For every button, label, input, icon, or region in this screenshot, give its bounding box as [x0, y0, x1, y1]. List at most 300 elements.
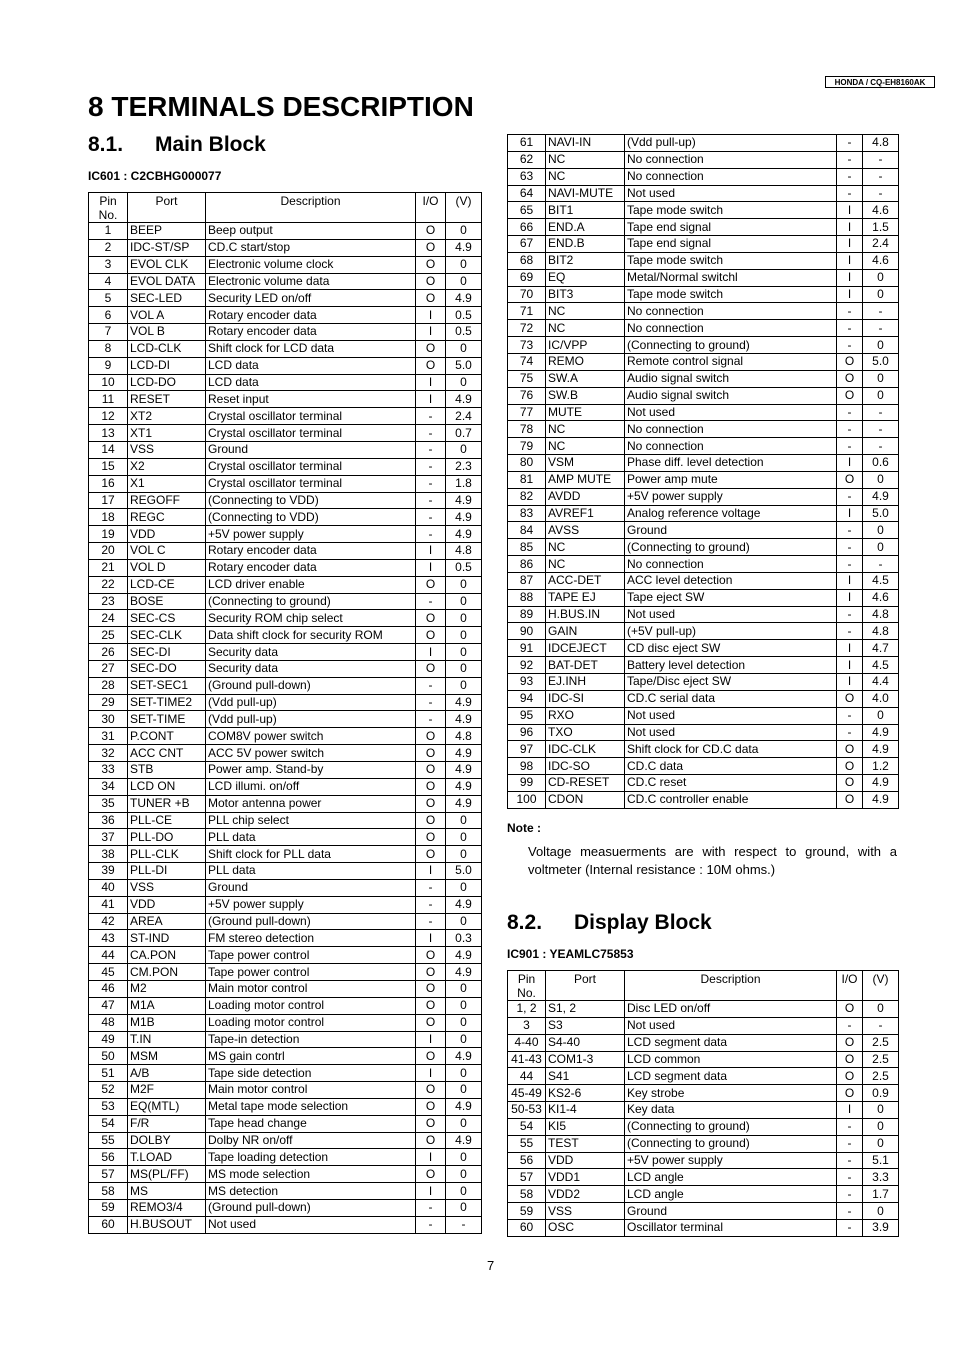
description: Security ROM chip select — [206, 610, 416, 627]
description: Audio signal switch — [625, 387, 837, 404]
pin-number: 64 — [508, 185, 546, 202]
port-name: AVSS — [546, 522, 625, 539]
pin-number: 85 — [508, 539, 546, 556]
pin-number: 60 — [508, 1219, 546, 1236]
voltage: 4.9 — [446, 778, 482, 795]
table-row — [508, 505, 899, 522]
port-name: ACC-DET — [546, 572, 625, 589]
pin-number: 53 — [89, 1098, 128, 1115]
port-name: IC/VPP — [546, 337, 625, 354]
port-name: VSS — [128, 879, 206, 896]
io-type: O — [416, 762, 446, 779]
port-name: BEEP — [128, 223, 206, 240]
pin-number: 1, 2 — [508, 1001, 546, 1018]
port-name: M1B — [128, 1014, 206, 1031]
pin-number: 24 — [89, 610, 128, 627]
port-name: VOL A — [128, 307, 206, 324]
pin-number: 57 — [508, 1169, 546, 1186]
voltage: - — [863, 404, 899, 421]
port-name: NC — [546, 539, 625, 556]
pin-number: 59 — [508, 1203, 546, 1220]
voltage: 0 — [863, 471, 899, 488]
voltage: 1.2 — [863, 758, 899, 775]
pin-number: 33 — [89, 762, 128, 779]
io-type: I — [416, 1065, 446, 1082]
port-name: EJ.INH — [546, 674, 625, 691]
description: Electronic volume clock — [206, 256, 416, 273]
io-type: I — [837, 505, 863, 522]
pin-number: 76 — [508, 387, 546, 404]
table-row — [89, 677, 482, 694]
table-row — [89, 1098, 482, 1115]
port-name: EQ(MTL) — [128, 1098, 206, 1115]
description: Tape head change — [206, 1115, 416, 1132]
description: Not used — [625, 724, 837, 741]
io-type: O — [416, 610, 446, 627]
voltage: 0 — [446, 223, 482, 240]
voltage: 0 — [446, 1166, 482, 1183]
description: LCD driver enable — [206, 576, 416, 593]
port-name: COM1-3 — [546, 1051, 625, 1068]
table-row — [89, 660, 482, 677]
table-row — [508, 623, 899, 640]
voltage: 0.6 — [863, 455, 899, 472]
io-type: O — [837, 690, 863, 707]
pin-number: 21 — [89, 559, 128, 576]
description: (Vdd pull-up) — [625, 135, 837, 152]
voltage: - — [863, 303, 899, 320]
table-row — [89, 458, 482, 475]
voltage: 0 — [446, 627, 482, 644]
voltage: 0 — [863, 387, 899, 404]
table-row — [89, 812, 482, 829]
port-name: LCD-CE — [128, 576, 206, 593]
port-name: SEC-LED — [128, 290, 206, 307]
port-name: BOSE — [128, 593, 206, 610]
table-row — [508, 1068, 899, 1085]
port-name: REMO3/4 — [128, 1199, 206, 1216]
port-name: LCD ON — [128, 778, 206, 795]
description: (Connecting to VDD) — [206, 509, 416, 526]
voltage: 4.9 — [446, 290, 482, 307]
port-name: REGC — [128, 509, 206, 526]
voltage: 0 — [446, 879, 482, 896]
port-name: LCD-CLK — [128, 340, 206, 357]
table-row — [508, 1051, 899, 1068]
table-row — [508, 1034, 899, 1051]
io-type: - — [416, 593, 446, 610]
io-type: I — [837, 252, 863, 269]
io-type: - — [837, 168, 863, 185]
description: Motor antenna power — [206, 795, 416, 812]
port-name: VOL C — [128, 543, 206, 560]
description: CD.C controller enable — [625, 791, 837, 808]
pin-number: 73 — [508, 337, 546, 354]
voltage: 4.9 — [446, 795, 482, 812]
voltage: 4.5 — [863, 572, 899, 589]
table-row — [89, 980, 482, 997]
description: (Connecting to ground) — [625, 1135, 837, 1152]
io-type: O — [416, 576, 446, 593]
pin-number: 82 — [508, 488, 546, 505]
description: Tape mode switch — [625, 202, 837, 219]
io-type: O — [416, 340, 446, 357]
pin-number: 9 — [89, 357, 128, 374]
table-row — [89, 357, 482, 374]
voltage: 0 — [446, 593, 482, 610]
voltage: 4.7 — [863, 640, 899, 657]
table-row — [89, 441, 482, 458]
io-type: O — [837, 370, 863, 387]
voltage: 0 — [446, 997, 482, 1014]
io-type: I — [837, 202, 863, 219]
port-name: VDD1 — [546, 1169, 625, 1186]
pin-number: 27 — [89, 660, 128, 677]
description: Crystal oscillator terminal — [206, 475, 416, 492]
port-name: MS(PL/FF) — [128, 1166, 206, 1183]
description: PLL data — [206, 863, 416, 880]
page-title: 8 TERMINALS DESCRIPTION — [88, 91, 474, 122]
io-type: I — [837, 640, 863, 657]
description: (Connecting to ground) — [625, 539, 837, 556]
table-row — [89, 745, 482, 762]
voltage: 2.5 — [863, 1051, 899, 1068]
description: (Vdd pull-up) — [206, 694, 416, 711]
io-type: O — [837, 353, 863, 370]
voltage: 4.9 — [446, 391, 482, 408]
io-type: - — [837, 185, 863, 202]
description: (Connecting to ground) — [206, 593, 416, 610]
port-name: IDCEJECT — [546, 640, 625, 657]
port-name: NC — [546, 303, 625, 320]
pin-number: 4 — [89, 273, 128, 290]
table-row — [508, 219, 899, 236]
pin-number: 96 — [508, 724, 546, 741]
pin-number: 56 — [508, 1152, 546, 1169]
io-type: I — [837, 1102, 863, 1119]
voltage: 4.6 — [863, 252, 899, 269]
pin-number: 56 — [89, 1149, 128, 1166]
port-name: MUTE — [546, 404, 625, 421]
io-type: - — [416, 526, 446, 543]
voltage: - — [863, 168, 899, 185]
table-row — [89, 829, 482, 846]
table-row — [89, 391, 482, 408]
table-row — [89, 223, 482, 240]
table-row — [508, 1203, 899, 1220]
table-row — [508, 286, 899, 303]
description: Analog reference voltage — [625, 505, 837, 522]
pin-number: 72 — [508, 320, 546, 337]
io-type: - — [416, 408, 446, 425]
port-name: X1 — [128, 475, 206, 492]
table-row — [89, 475, 482, 492]
table-row — [508, 572, 899, 589]
pin-number: 28 — [89, 677, 128, 694]
io-type: - — [416, 879, 446, 896]
port-name: NC — [546, 168, 625, 185]
description: MS mode selection — [206, 1166, 416, 1183]
col-header-io: I/O — [416, 193, 446, 223]
port-name: EQ — [546, 269, 625, 286]
description: CD.C start/stop — [206, 239, 416, 256]
port-name: DOLBY — [128, 1132, 206, 1149]
description: Remote control signal — [625, 353, 837, 370]
port-name: PLL-DO — [128, 829, 206, 846]
port-name: P.CONT — [128, 728, 206, 745]
io-type: - — [416, 441, 446, 458]
description: LCD illumi. on/off — [206, 778, 416, 795]
voltage: 0 — [446, 374, 482, 391]
table-row — [89, 526, 482, 543]
description: CD.C reset — [625, 775, 837, 792]
voltage: 4.9 — [446, 239, 482, 256]
voltage: - — [863, 1017, 899, 1034]
description: Not used — [206, 1216, 416, 1233]
description: Main motor control — [206, 1082, 416, 1099]
pin-number: 54 — [89, 1115, 128, 1132]
pin-number: 75 — [508, 370, 546, 387]
table-row — [89, 997, 482, 1014]
table-row — [89, 1082, 482, 1099]
table-row — [89, 610, 482, 627]
port-name: H.BUSOUT — [128, 1216, 206, 1233]
io-type: - — [837, 135, 863, 152]
pin-number: 87 — [508, 572, 546, 589]
port-name: ST-IND — [128, 930, 206, 947]
voltage: 4.8 — [863, 606, 899, 623]
table-row — [89, 644, 482, 661]
table-row — [89, 543, 482, 560]
pin-number: 94 — [508, 690, 546, 707]
io-type: - — [837, 1118, 863, 1135]
table-row — [89, 879, 482, 896]
port-name: OSC — [546, 1219, 625, 1236]
io-type: O — [416, 745, 446, 762]
io-type: O — [416, 964, 446, 981]
table-row — [508, 202, 899, 219]
io-type: - — [416, 1199, 446, 1216]
io-type: O — [416, 1132, 446, 1149]
pin-number: 50 — [89, 1048, 128, 1065]
col-header-voltage: (V) — [446, 193, 482, 223]
description: MS detection — [206, 1183, 416, 1200]
section-display-number: 8.2. — [507, 911, 543, 934]
io-type: I — [416, 863, 446, 880]
port-name: SEC-CLK — [128, 627, 206, 644]
port-name: REMO — [546, 353, 625, 370]
table-row — [89, 1115, 482, 1132]
table-row — [508, 589, 899, 606]
description: Power amp. Stand-by — [206, 762, 416, 779]
port-name: X2 — [128, 458, 206, 475]
voltage: 2.5 — [863, 1034, 899, 1051]
io-type: I — [416, 391, 446, 408]
io-type: I — [416, 374, 446, 391]
pin-number: 79 — [508, 438, 546, 455]
port-name: KI1-4 — [546, 1102, 625, 1119]
port-name: TEST — [546, 1135, 625, 1152]
table-row — [89, 1149, 482, 1166]
description: FM stereo detection — [206, 930, 416, 947]
voltage: 3.9 — [863, 1219, 899, 1236]
description: Tape end signal — [625, 236, 837, 253]
voltage: 4.9 — [446, 947, 482, 964]
io-type: - — [837, 1186, 863, 1203]
table-row — [89, 425, 482, 442]
pin-number: 92 — [508, 657, 546, 674]
table-row — [89, 492, 482, 509]
voltage: 0 — [446, 1014, 482, 1031]
io-type: - — [837, 1135, 863, 1152]
description: Tape-in detection — [206, 1031, 416, 1048]
description: Security data — [206, 660, 416, 677]
io-type: O — [837, 1001, 863, 1018]
table-row — [89, 509, 482, 526]
col-header-port: Port — [128, 193, 206, 223]
pin-number: 78 — [508, 421, 546, 438]
pin-number: 3 — [508, 1017, 546, 1034]
table-row — [89, 913, 482, 930]
io-type: O — [416, 239, 446, 256]
description: (+5V pull-up) — [625, 623, 837, 640]
table-row — [89, 340, 482, 357]
voltage: 0.7 — [446, 425, 482, 442]
col-header-io: I/O — [837, 971, 863, 1001]
voltage: 4.9 — [863, 741, 899, 758]
voltage: 0 — [863, 337, 899, 354]
description: No connection — [625, 168, 837, 185]
io-type: O — [416, 980, 446, 997]
pin-number: 80 — [508, 455, 546, 472]
voltage: 0 — [446, 677, 482, 694]
table-row — [89, 256, 482, 273]
table-row — [508, 724, 899, 741]
io-type: O — [416, 223, 446, 240]
port-name: A/B — [128, 1065, 206, 1082]
description: Key data — [625, 1102, 837, 1119]
table-row — [508, 135, 899, 152]
voltage: 1.7 — [863, 1186, 899, 1203]
voltage: 4.9 — [863, 724, 899, 741]
io-type: I — [416, 1031, 446, 1048]
col-header-description: Description — [625, 971, 837, 1001]
port-name: BIT1 — [546, 202, 625, 219]
port-name: TXO — [546, 724, 625, 741]
port-name: MS — [128, 1183, 206, 1200]
description: CD disc eject SW — [625, 640, 837, 657]
voltage: 4.9 — [446, 745, 482, 762]
table-row — [89, 1166, 482, 1183]
description: Loading motor control — [206, 1014, 416, 1031]
port-name: VOL B — [128, 324, 206, 341]
table-row — [89, 273, 482, 290]
io-type: I — [837, 572, 863, 589]
port-name: BIT2 — [546, 252, 625, 269]
port-name: VDD — [546, 1152, 625, 1169]
io-type: O — [416, 1082, 446, 1099]
voltage: 4.9 — [863, 775, 899, 792]
voltage: 1.8 — [446, 475, 482, 492]
port-name: GAIN — [546, 623, 625, 640]
pin-number: 97 — [508, 741, 546, 758]
port-name: VDD2 — [546, 1186, 625, 1203]
pin-number: 61 — [508, 135, 546, 152]
pin-number: 52 — [89, 1082, 128, 1099]
io-type: O — [416, 947, 446, 964]
voltage: 0 — [446, 256, 482, 273]
col-header-description: Description — [206, 193, 416, 223]
voltage: - — [863, 185, 899, 202]
port-name: SET-TIME2 — [128, 694, 206, 711]
table-row — [508, 1085, 899, 1102]
description: Crystal oscillator terminal — [206, 458, 416, 475]
pin-number: 19 — [89, 526, 128, 543]
pin-number: 8 — [89, 340, 128, 357]
io-type: - — [416, 711, 446, 728]
table-row — [508, 707, 899, 724]
pin-number: 58 — [89, 1183, 128, 1200]
voltage: 0 — [446, 1065, 482, 1082]
voltage: 2.5 — [863, 1068, 899, 1085]
note-label: Note : — [507, 821, 541, 835]
description: Audio signal switch — [625, 370, 837, 387]
io-type: - — [837, 623, 863, 640]
port-name: SEC-CS — [128, 610, 206, 627]
io-type: - — [416, 458, 446, 475]
port-name: T.LOAD — [128, 1149, 206, 1166]
voltage: 0 — [446, 610, 482, 627]
io-type: O — [416, 1166, 446, 1183]
io-type: O — [416, 1115, 446, 1132]
description: ACC level detection — [625, 572, 837, 589]
voltage: 0 — [863, 286, 899, 303]
port-name: BIT3 — [546, 286, 625, 303]
description: Phase diff. level detection — [625, 455, 837, 472]
table-row — [89, 307, 482, 324]
pin-number: 22 — [89, 576, 128, 593]
table-row — [89, 711, 482, 728]
port-name: VOL D — [128, 559, 206, 576]
table-row — [508, 404, 899, 421]
pin-number: 39 — [89, 863, 128, 880]
voltage: - — [863, 556, 899, 573]
voltage: - — [863, 151, 899, 168]
port-name: AVREF1 — [546, 505, 625, 522]
port-name: TAPE EJ — [546, 589, 625, 606]
description: +5V power supply — [206, 896, 416, 913]
description: Rotary encoder data — [206, 559, 416, 576]
description: Oscillator terminal — [625, 1219, 837, 1236]
table-row — [89, 1216, 482, 1233]
voltage: 0 — [446, 846, 482, 863]
voltage: 0.5 — [446, 324, 482, 341]
voltage: 4.9 — [446, 509, 482, 526]
pin-number: 18 — [89, 509, 128, 526]
io-type: - — [416, 913, 446, 930]
io-type: - — [837, 320, 863, 337]
voltage: 0 — [863, 539, 899, 556]
pin-number: 42 — [89, 913, 128, 930]
voltage: 5.1 — [863, 1152, 899, 1169]
table-row — [508, 1186, 899, 1203]
pin-number: 44 — [508, 1068, 546, 1085]
pin-number: 23 — [89, 593, 128, 610]
port-name: AVDD — [546, 488, 625, 505]
table-row — [508, 1135, 899, 1152]
ic601-label: IC601 : C2CBHG000077 — [88, 169, 222, 183]
main-block-table-b — [507, 134, 899, 809]
